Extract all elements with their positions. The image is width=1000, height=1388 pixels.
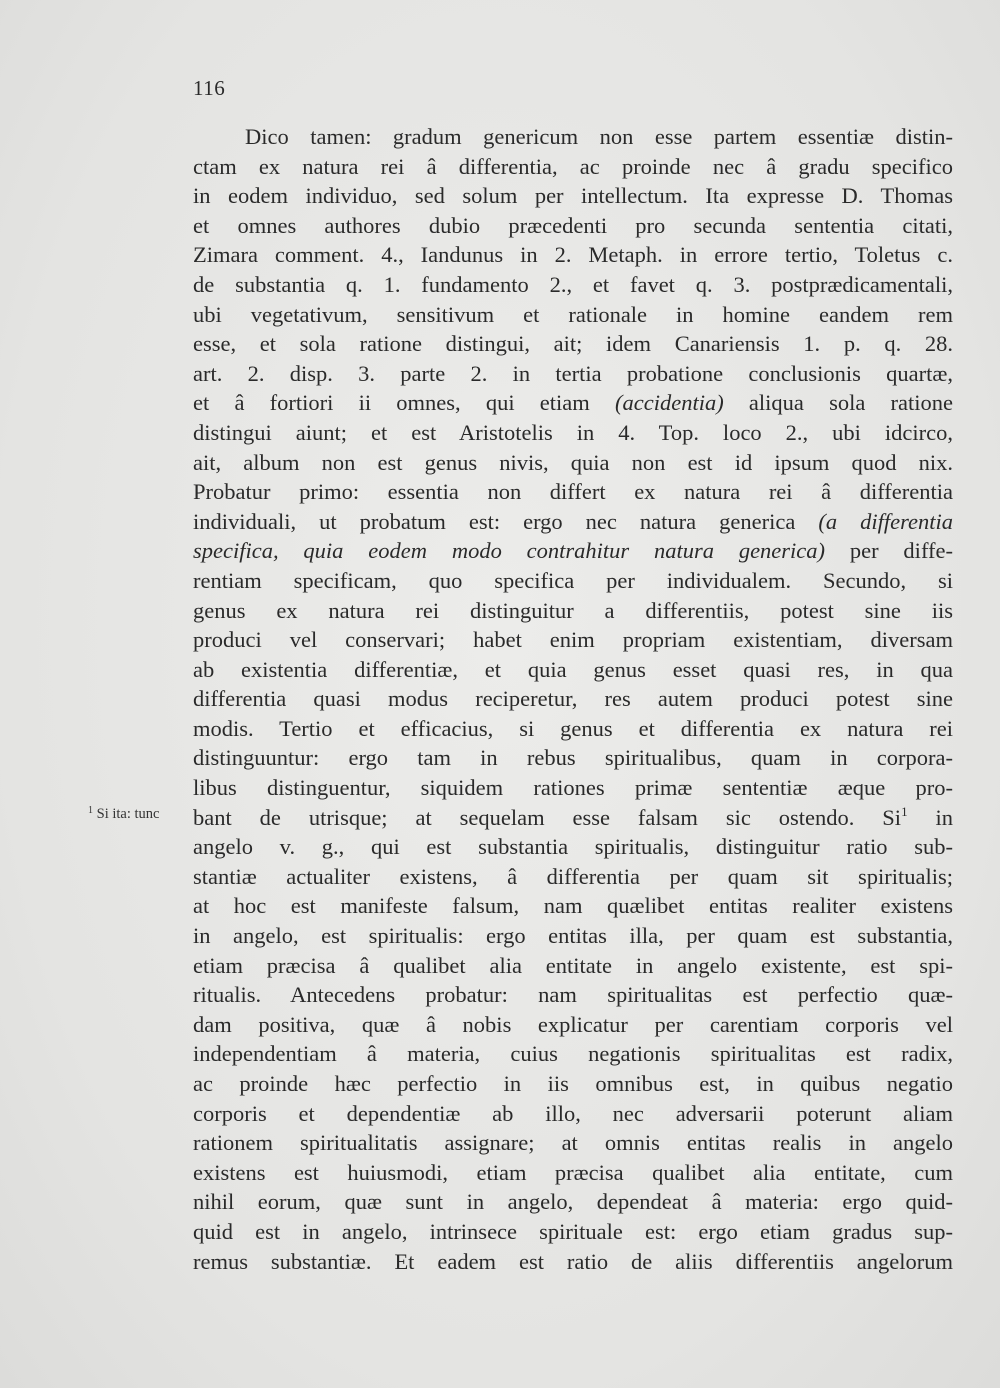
marginal-note-text: Si ita: tunc bbox=[96, 806, 160, 822]
marginal-note-mark: 1 bbox=[88, 805, 93, 816]
text-line: genus ex natura rei distinguitur a differentiis, potest sine iis bbox=[193, 597, 953, 623]
text-line: independentiam â materia, cuius negationis spiritualitas est radix, bbox=[193, 1041, 953, 1067]
page-number: 116 bbox=[193, 76, 226, 100]
text-line bbox=[193, 388, 953, 418]
text-line: distinguuntur: ergo tam in rebus spiritualibus, quam in corpora- bbox=[193, 745, 953, 771]
text-line bbox=[193, 507, 953, 537]
text-line: nihil eorum, quæ sunt in angelo, dependeat â materia: ergo quid- bbox=[193, 1189, 953, 1215]
text-line: existens est huiusmodi, etiam præcisa qualibet alia entitate, cum bbox=[193, 1159, 953, 1185]
text-line: Probatur primo: essentia non differt ex natura rei â differentia bbox=[193, 479, 953, 505]
text-line: ubi vegetativum, sensitivum et rationale in homine eandem rem bbox=[193, 301, 953, 327]
text-segment: individuali, ut probatum est: ergo nec natura generica bbox=[193, 508, 796, 534]
text-line: ac proinde hæc perfectio in iis omnibus est, in quibus negatio bbox=[193, 1071, 953, 1096]
body-text bbox=[193, 122, 953, 1276]
text-line: ab existentia differentiæ, et quia genus esset quasi res, in qua bbox=[193, 656, 953, 682]
text-segment: et â fortiori ii omnes, qui etiam bbox=[193, 390, 590, 416]
italic-segment: specifica, quia eodem modo contrahitur natura generica) bbox=[193, 538, 826, 564]
text-line bbox=[193, 803, 953, 833]
italic-segment: (accidentia) bbox=[614, 390, 724, 416]
text-line: rentiam specificam, quo specifica per individualem. Secundo, si bbox=[193, 567, 953, 593]
text-line: art. 2. disp. 3. parte 2. in tertia probatione conclusionis quartæ, bbox=[193, 360, 953, 386]
text-line: esse, et sola ratione distingui, ait; idem Canariensis 1. p. q. 28. bbox=[193, 331, 953, 357]
text-line: in angelo, est spiritualis: ergo entitas illa, per quam est substantia, bbox=[193, 923, 953, 949]
text-segment: in bbox=[935, 804, 953, 830]
text-line: distingui aiunt; et est Aristotelis in 4. Top. loco 2., ubi idcirco, bbox=[193, 419, 953, 445]
text-segment: aliqua sola ratione bbox=[748, 390, 953, 416]
text-segment: bant de utrisque; at sequelam esse falsam sic ostendo. Si bbox=[193, 804, 902, 830]
text-line: modis. Tertio et efficacius, si genus et differentia ex natura rei bbox=[193, 715, 953, 741]
text-line: corporis et dependentiæ ab illo, nec adversarii poterunt aliam bbox=[193, 1100, 953, 1126]
text-line: differentia quasi modus reciperetur, res autem produci potest sine bbox=[193, 686, 953, 712]
text-line: ritualis. Antecedens probatur: nam spiritualitas est perfectio quæ- bbox=[193, 982, 953, 1008]
text-line: stantiæ actualiter existens, â differentia per quam sit spiritualis; bbox=[193, 863, 953, 889]
text-line: remus substantiæ. Et eadem est ratio de aliis differentiis angelorum bbox=[193, 1248, 953, 1274]
text-line: ait, album non est genus nivis, quia non est id ipsum quod nix. bbox=[193, 449, 953, 475]
text-line: dam positiva, quæ â nobis explicatur per carentiam corporis vel bbox=[193, 1011, 953, 1037]
text-line: produci vel conservari; habet enim propriam existentiam, diversam bbox=[193, 627, 953, 653]
text-line: angelo v. g., qui est substantia spiritualis, distinguitur ratio sub- bbox=[193, 834, 953, 860]
text-line: Dico tamen: gradum genericum non esse partem essentiæ distin- bbox=[245, 124, 953, 149]
text-line: etiam præcisa â qualibet alia entitate in angelo existente, est spi- bbox=[193, 952, 953, 978]
text-line: at hoc est manifeste falsum, nam quælibet entitas realiter existens bbox=[193, 893, 953, 919]
text-line: in eodem individuo, sed solum per intellectum. Ita expresse D. Thomas bbox=[193, 183, 953, 209]
text-line: libus distinguentur, siquidem rationes primæ sententiæ æque pro- bbox=[193, 775, 953, 801]
text-line: Zimara comment. 4., Iandunus in 2. Metaph. in errore tertio, Toletus c. bbox=[193, 242, 953, 268]
italic-segment: (a differentia bbox=[818, 508, 953, 534]
text-line: ctam ex natura rei â differentia, ac proinde nec â gradu specifico bbox=[193, 153, 953, 179]
text-line: de substantia q. 1. fundamento 2., et favet q. 3. postprædicamentali, bbox=[193, 271, 953, 297]
text-segment: per diffe- bbox=[849, 538, 953, 564]
marginal-note bbox=[88, 805, 159, 823]
text-line: quid est in angelo, intrinsece spirituale est: ergo etiam gradus sup- bbox=[193, 1218, 953, 1244]
footnote-mark: 1 bbox=[901, 803, 908, 819]
text-line: et omnes authores dubio præcedenti pro secunda sententia citati, bbox=[193, 212, 953, 238]
text-line: rationem spiritualitatis assignare; at omnis entitas realis in angelo bbox=[193, 1130, 953, 1156]
text-line bbox=[193, 536, 953, 566]
